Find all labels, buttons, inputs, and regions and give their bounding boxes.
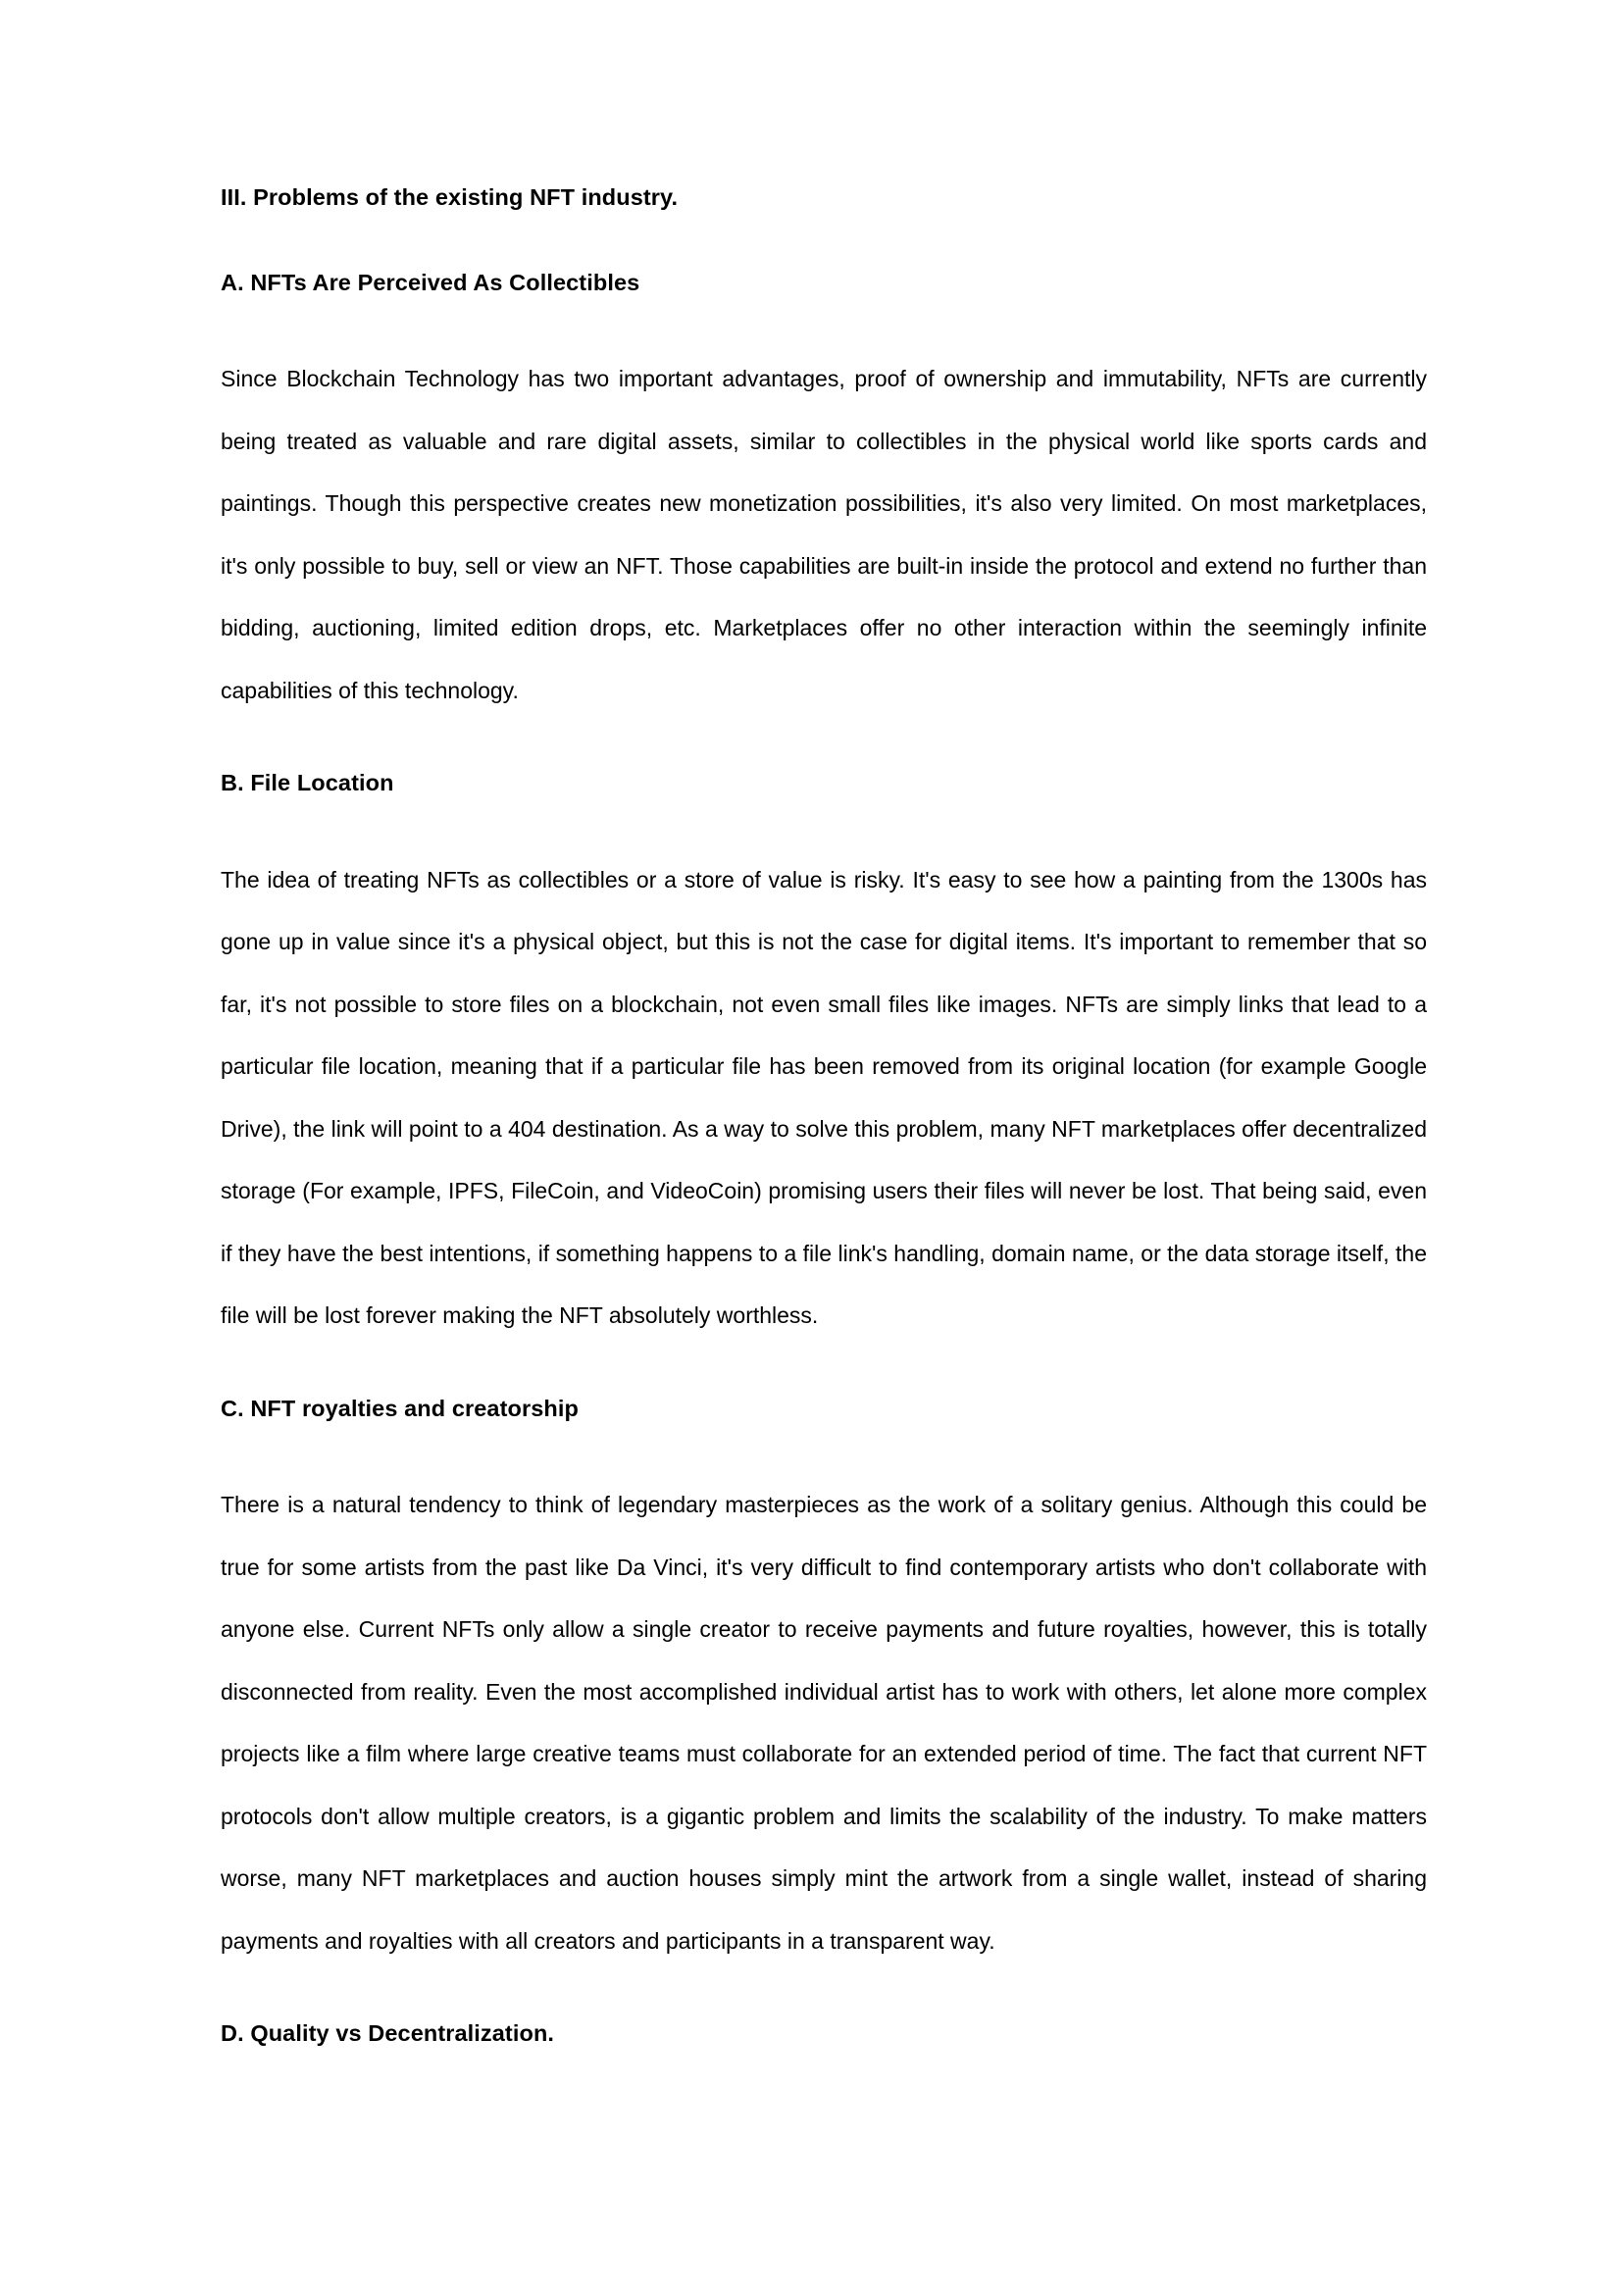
spacer — [221, 1348, 1427, 1394]
subsection-heading-b: B. File Location — [221, 770, 394, 796]
subsection-heading-c: C. NFT royalties and creatorship — [221, 1395, 579, 1421]
subsection-heading-d: D. Quality vs Decentralization. — [221, 2020, 555, 2047]
subsection-body-a: Since Blockchain Technology has two important advantages, proof of ownership and immutability, NFTs are currently being treated as valuable and rare digital assets, similar to collectibles in the physical world like sports cards and paintings. Though this perspective creates new monetization possibilities, it's also very limited. On most marketplaces, it's only possible to buy, sell or view an NFT. Those capabilities are built-in inside the protocol and extend no further than bidding, auctioning, limited edition drops, etc. Marketplaces offer no other interaction within the seemingly infinite capabilities of this technology. — [221, 366, 1427, 703]
spacer — [221, 1423, 1427, 1474]
subsection-body-c: There is a natural tendency to think of legendary masterpieces as the work of a solitary genius. Although this could be true for some artists from the past like Da Vinci, it's very difficult to find contemporary artists who don't collaborate with anyone else. Current NFTs only allow a single creator to receive payments and future royalties, however, this is totally disconnected from reality. Even the most accomplished individual artist has to work with others, let alone more complex projects like a film where large creative teams must collaborate for an extended period of time. The fact that current NFT protocols don't allow multiple creators, is a gigantic problem and limits the scalability of the industry. To make matters worse, many NFT marketplaces and auction houses simply mint the artwork from a single wallet, instead of sharing payments and royalties with all creators and participants in a transparent way. — [221, 1492, 1427, 1954]
spacer — [221, 297, 1427, 348]
section-title: III. Problems of the existing NFT industry. — [221, 184, 679, 210]
spacer — [221, 722, 1427, 768]
spacer — [221, 213, 1427, 268]
subsection-body-b: The idea of treating NFTs as collectibles or a store of value is risky. It's easy to see how a painting from the 1300s has gone up in value since it's a physical object, but this is not the case for digital items. It's important to remember that so far, it's not possible to store files on a blockchain, not even small files like images. NFTs are simply links that lead to a particular file location, meaning that if a particular file has been removed from its original location (for example Google Drive), the link will point to a 404 destination. As a way to solve this problem, many NFT marketplaces offer decentralized storage (For example, IPFS, FileCoin, and VideoCoin) promising users their files will never be lost. That being said, even if they have the best intentions, if something happens to a file link's handling, domain name, or the data storage itself, the file will be lost forever making the NFT absolutely worthless. — [221, 866, 1427, 1329]
spacer — [221, 798, 1427, 849]
spacer — [221, 1972, 1427, 2018]
document-content — [221, 182, 1427, 2049]
subsection-heading-a: A. NFTs Are Perceived As Collectibles — [221, 269, 640, 295]
